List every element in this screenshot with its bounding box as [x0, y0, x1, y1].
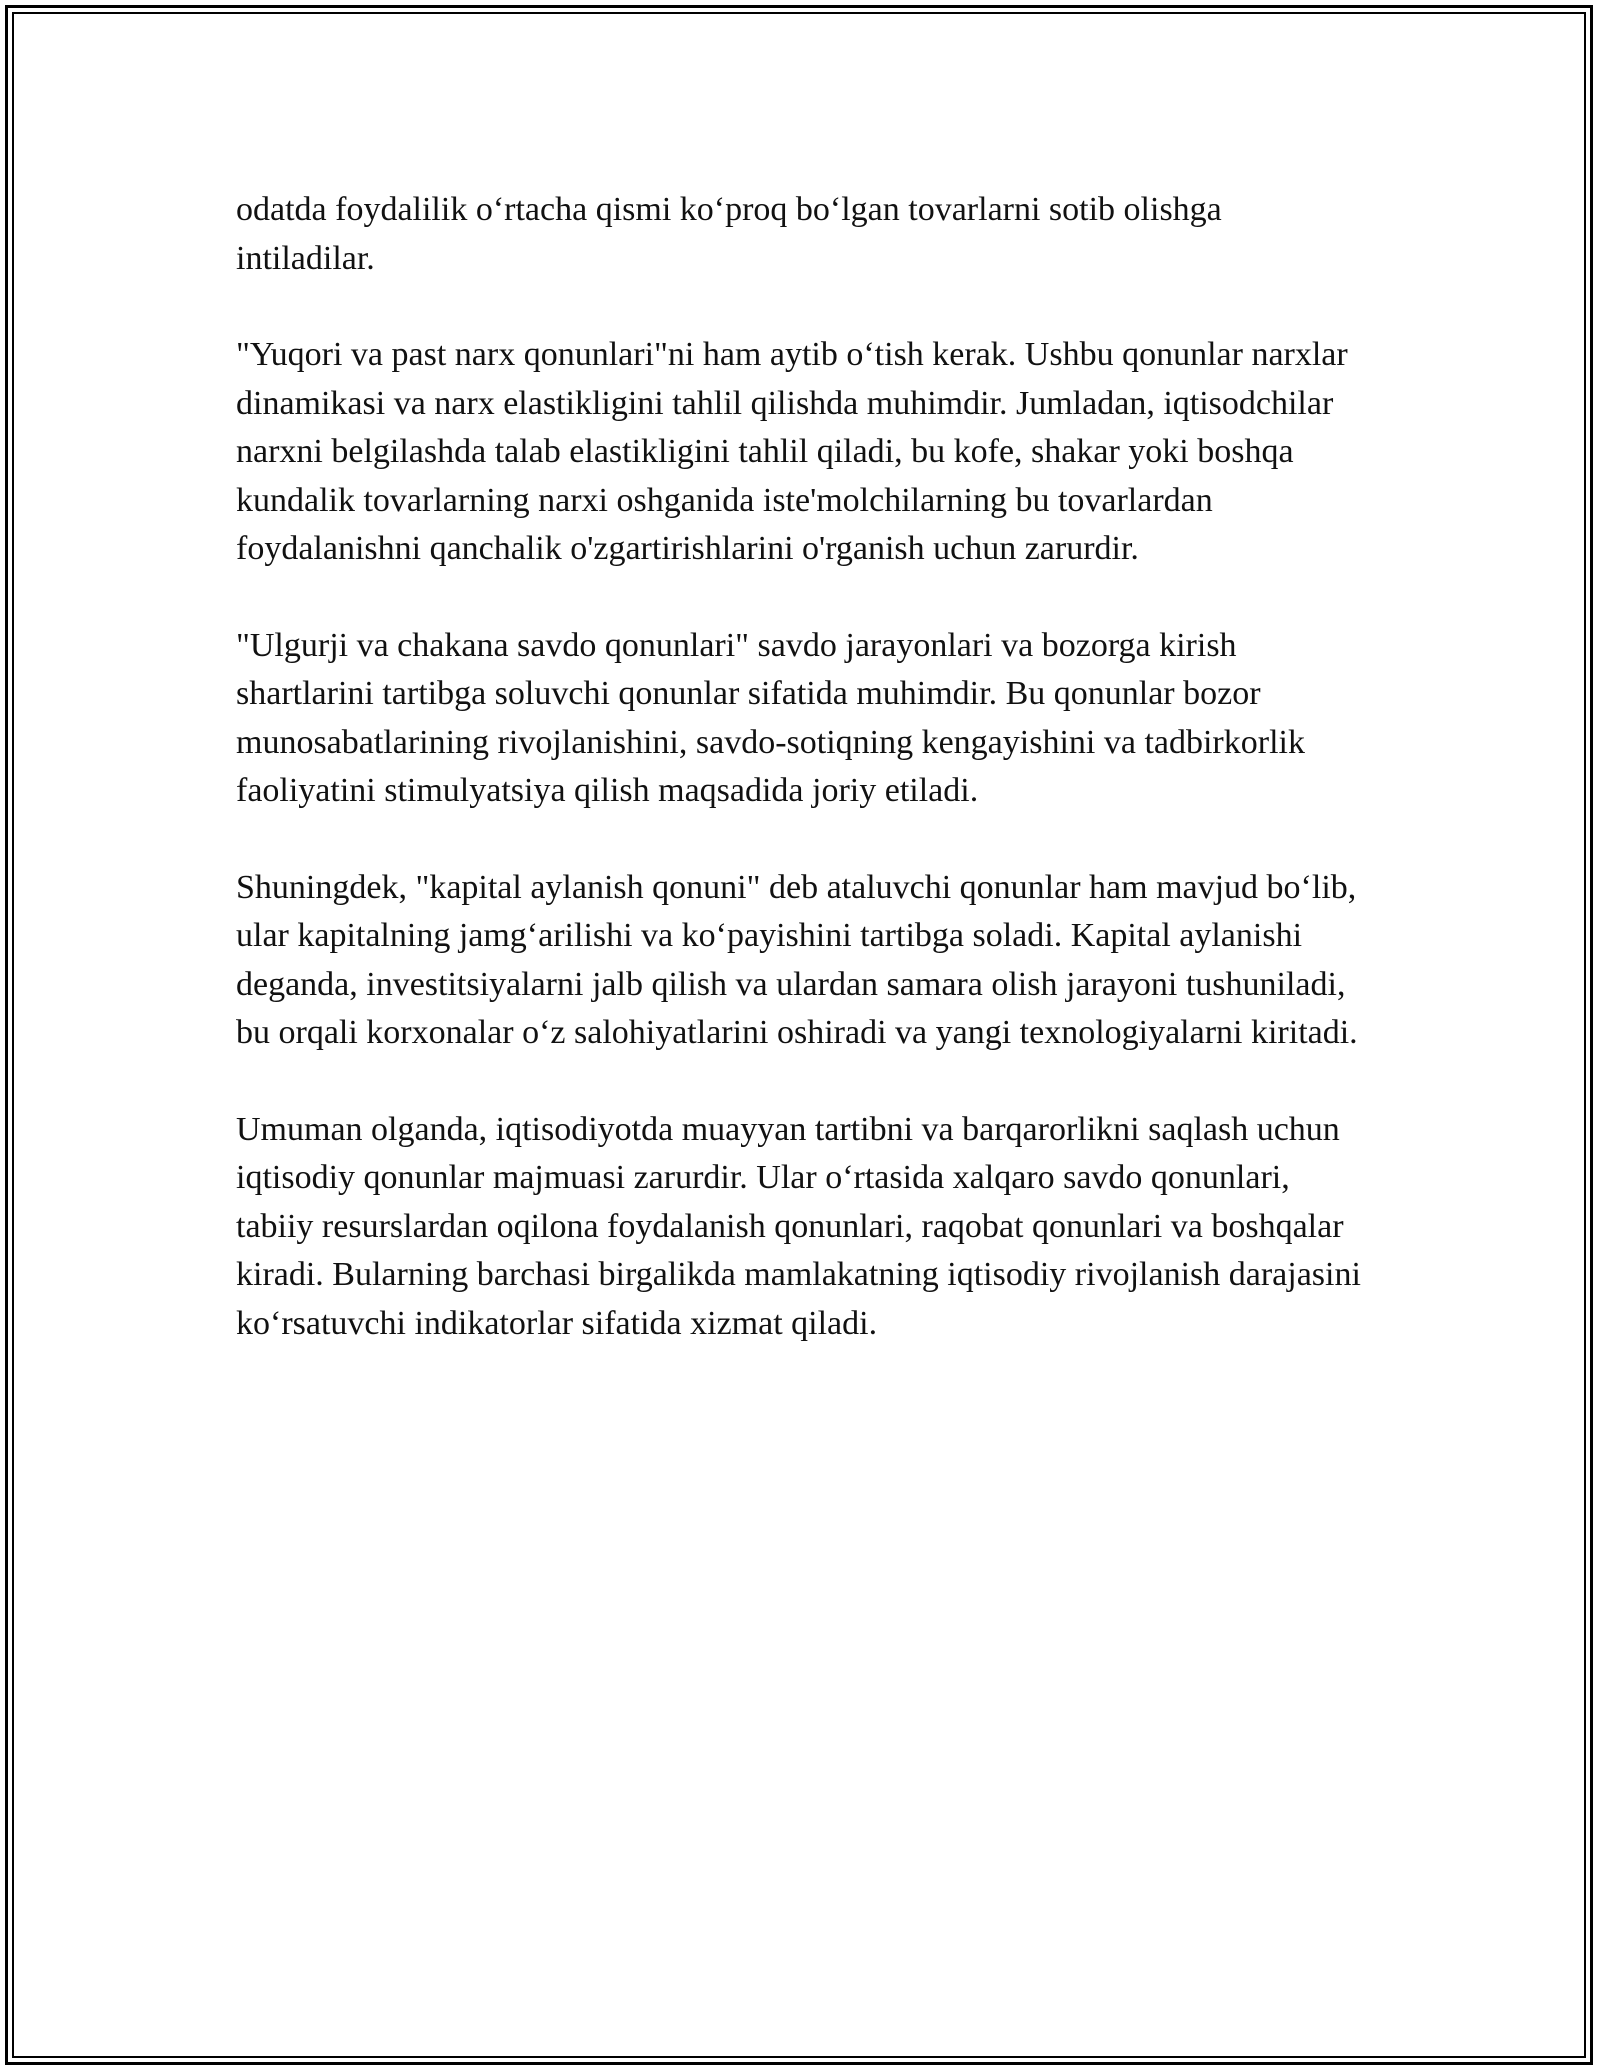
paragraph-3: "Ulgurji va chakana savdo qonunlari" savdo jarayonlari va bozorga kirish shartlarini tartibga soluvchi qonunlar sifatida muhimdir. Bu qonunlar bozor munosabatlarining rivojlanishini, savdo-sotiqning kengayishini va tadbirkorlik faoliyatini stimulyatsiya qilish maqsadida joriy etiladi. [236, 626, 1305, 809]
paragraph-2: "Yuqori va past narx qonunlari"ni ham aytib o‘tish kerak. Ushbu qonunlar narxlar dinamikasi va narx elastikligini tahlil qilishda muhimdir. Jumladan, iqtisodchilar narxni belgilashda talab elastikligini tahlil qiladi, bu kofe, shakar yoki boshqa kundalik tovarlarning narxi oshganida iste'molchilarning bu tovarlardan foydalanishni qanchalik o'zgartirishlarini o'rganish uchun zarurdir. [236, 336, 1348, 567]
paragraph-5: Umuman olganda, iqtisodiyotda muayyan tartibni va barqarorlikni saqlash uchun iqtisodiy qonunlar majmuasi zarurdir. Ular o‘rtasida xalqaro savdo qonunlari, tabiiy resurslardan oqilona foydalanish qonunlari, raqobat qonunlari va boshqalar kiradi. Bularning barchasi birgalikda mamlakatning iqtisodiy rivojlanish darajasini ko‘rsatuvchi indikatorlar sifatida xizmat qiladi. [236, 1110, 1361, 1342]
paragraph-4: Shuningdek, "kapital aylanish qonuni" deb ataluvchi qonunlar ham mavjud bo‘lib, ular kapitalning jamg‘arilishi va ko‘payishini tartibga soladi. Kapital aylanishi deganda, investitsiyalarni jalb qilish va ulardan samara olish jarayoni tushuniladi, bu orqali korxonalar o‘z salohiyatlarini oshiradi va yangi texnologiyalarni kiritadi. [236, 868, 1358, 1051]
paragraph-1: odatda foydalilik o‘rtacha qismi ko‘proq bo‘lgan tovarlarni sotib olishga intiladilar. [236, 191, 1222, 277]
document-body [236, 186, 1366, 1396]
